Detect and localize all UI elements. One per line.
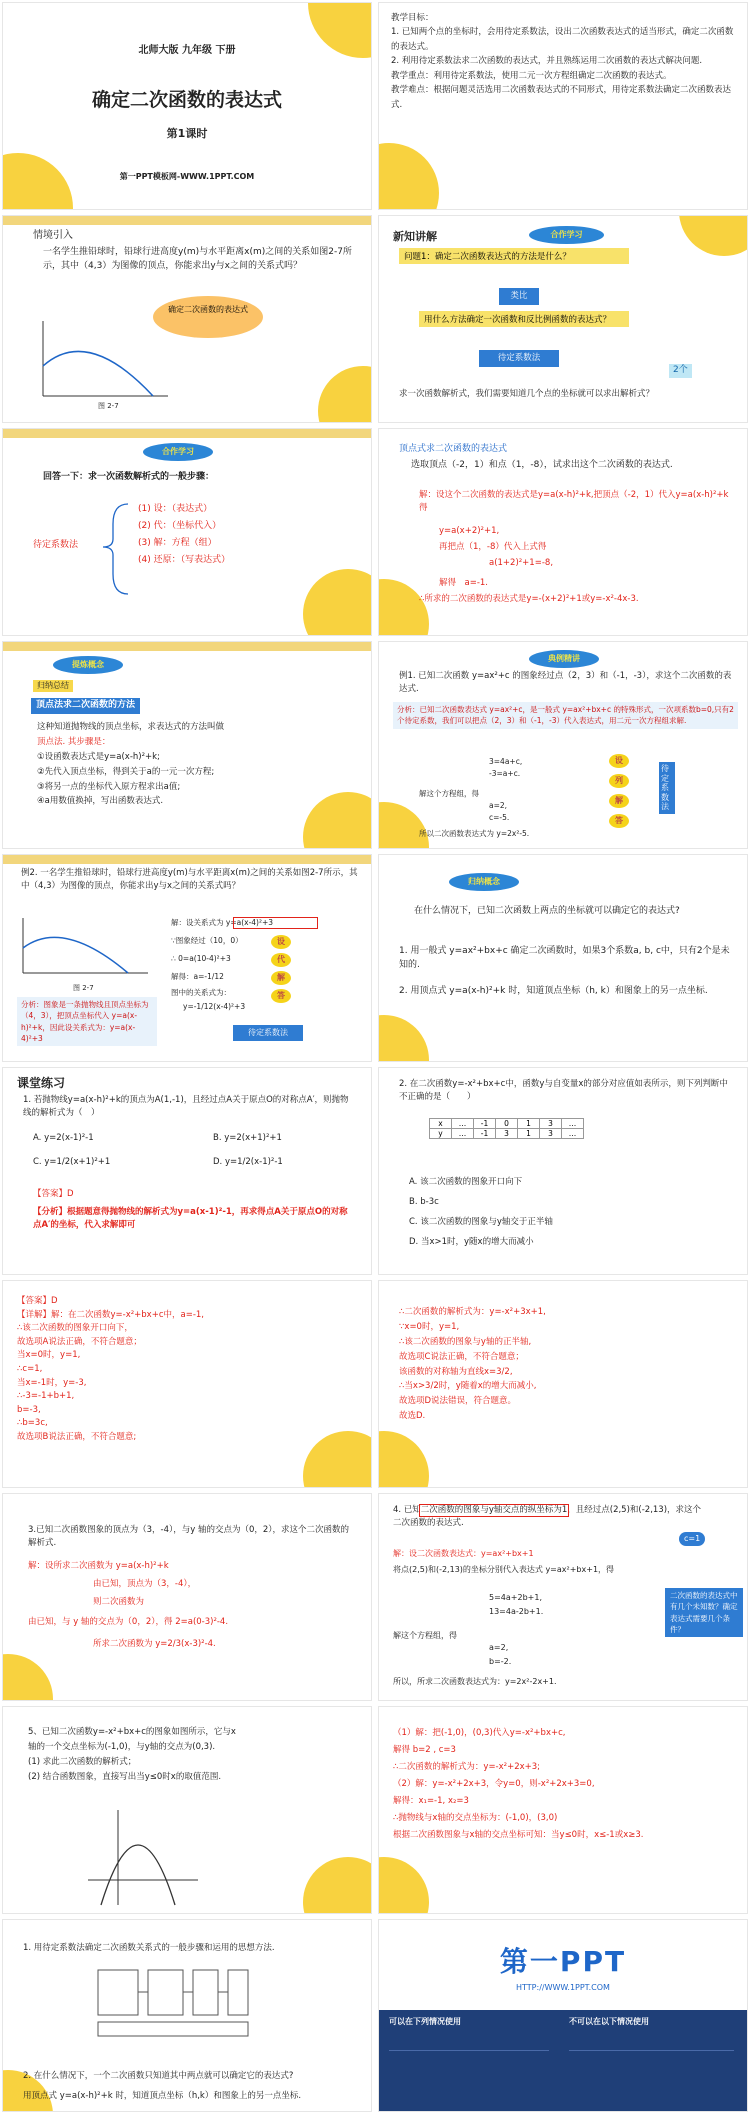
vertex-line: a(1+2)²+1=-8,	[489, 558, 554, 568]
highlight-box	[419, 1504, 569, 1517]
result-line: 所以二次函数表达式为 y=2x²-5.	[419, 829, 530, 838]
step-badge: 解	[609, 794, 629, 808]
slide-steps	[2, 428, 372, 636]
table-cell: 3	[496, 1129, 518, 1139]
option-c: C. 该二次函数的图象与y轴交于正半轴	[409, 1217, 553, 1227]
concept-question: 在什么情况下，已知二次函数上两点的坐标就可以确定它的表达式?	[414, 906, 680, 916]
slide-top-stripe	[3, 429, 371, 438]
answer-line: 当x=0时，y=1,	[17, 1350, 81, 1361]
analysis-note: 【分析】根据题意得抛物线的解析式为y=a(x-1)²-1，再求得点A关于原点O的对称点A′的坐标，代入求解即可	[33, 1207, 348, 1231]
step-badge: 列	[609, 774, 629, 788]
pill-label: 提炼概念	[53, 656, 123, 674]
example-text: 例1. 已知二次函数 y=ax²+c 的图象经过点（2，3）和（-1，-3），求这个二次函数的表达式.	[399, 671, 732, 695]
equation: 3=4a+c,	[489, 757, 523, 766]
solution-line: 解：设二次函数表达式：y=ax²+bx+1	[393, 1549, 534, 1558]
answer-line: ∴抛物线与x轴的交点坐标为：(-1,0)，(3,0)	[393, 1813, 558, 1823]
slide-practice2	[378, 1067, 748, 1275]
question-line: (2) 结合函数图象，直接写出当y≤0时x的取值范围.	[28, 1771, 222, 1782]
answer-line: （2）解：y=-x²+2x+3，令y=0，则-x²+2x+3=0,	[393, 1779, 595, 1789]
review-answer: 用顶点式 y=a(x-h)²+k 时，知道顶点坐标（h,k）和图象上的另一点坐标.	[23, 2091, 302, 2101]
answer-line: ∴当x>3/2时，y随着x的增大而减小,	[399, 1381, 537, 1392]
goals-text	[391, 11, 739, 112]
summary-lines	[37, 720, 351, 809]
answer-line: 【答案】D	[17, 1296, 58, 1306]
pill-label: 合作学习	[143, 443, 213, 461]
summary-line: 顶点法. 其步骤是：	[37, 736, 111, 747]
answer-line: 【详解】解：在二次函数y=-x²+bx+c中，a=-1,	[17, 1309, 205, 1320]
analysis-box: 分析：已知二次函数表达式 y=ax²+c，是一般式 y=ax²+bx+c 的特殊形式，一次项系数b=0,只有2个待定系数，我们可以把点（2，3）和（-1，-3）代入表达式，用二元一次方程组求解.	[393, 702, 738, 729]
method-label: 待定系数法	[33, 540, 79, 550]
vertex-line: 选取顶点（-2，1）和点（1，-8），试求出这个二次函数的表达式.	[411, 460, 673, 470]
slide-concept	[378, 854, 748, 1062]
answer-line: 故选项B说法正确，不符合题意;	[17, 1431, 137, 1442]
step-badge: 答	[609, 814, 629, 828]
summary-line: ①设函数表达式是y=a(x-h)²+k;	[37, 751, 160, 762]
option-b: B. b-3c	[409, 1197, 439, 1207]
site-label: 第一PPT模板网-WWW.1PPT.COM	[119, 172, 255, 181]
table-cell: 1	[518, 1129, 540, 1139]
highlight-box	[233, 917, 318, 929]
slide-top-stripe	[3, 216, 371, 225]
table-row	[430, 1119, 584, 1129]
links-list-right	[569, 2050, 734, 2105]
goals-line: 教学难点：根据问题灵活选用二次函数表达式的不同形式，用待定系数法确定二次函数表达式.	[391, 85, 732, 110]
step-badge: 答	[271, 989, 291, 1003]
answer-lines	[17, 1295, 351, 1445]
pill-label: 合作学习	[529, 226, 604, 244]
note-box: 二次函数的表达式中有几个未知数？确定表达式需要几个条件？	[665, 1588, 743, 1637]
option-c: C. y=1/2(x+1)²+1	[33, 1157, 111, 1167]
parabola-figure	[13, 913, 153, 983]
equation: 13=4a-2b+1.	[489, 1607, 544, 1616]
solution-line: 由已知，与 y 轴的交点为（0，2），得 2=a(0-3)²-4.	[28, 1617, 229, 1627]
intro-heading: 情境引入	[33, 230, 73, 241]
answer-line: ∴该二次函数的图象开口向下，	[17, 1323, 133, 1334]
summary-line: ③将另一点的坐标代入原方程求出a值;	[37, 781, 181, 792]
answer-line: ∴二次函数的解析式为：y=-x²+2x+3;	[393, 1762, 541, 1772]
review-question: 2. 在什么情况下，一个二次函数只知道其中两点就可以确定它的表达式?	[23, 2071, 294, 2081]
goals-line: 2. 利用待定系数法求二次函数的表达式，并且熟练运用二次函数的表达式解决问题.	[391, 56, 703, 67]
vertex-line: 解：设这个二次函数的表达式是y=a(x-h)²+k,把顶点（-2，1）代入y=a(x-h)²+k得	[419, 490, 729, 514]
c-badge: c=1	[679, 1532, 705, 1546]
question-line: (1) 求此二次函数的解析式；	[28, 1756, 137, 1767]
section-heading: 课堂练习	[17, 1076, 66, 1090]
table-cell: …	[452, 1129, 474, 1139]
option-d: D. y=1/2(x-1)²-1	[213, 1157, 283, 1167]
brand-url[interactable]: HTTP://WWW.1PPT.COM	[516, 1983, 610, 1992]
result: c=-5.	[489, 813, 510, 822]
table-cell: 1	[518, 1119, 540, 1129]
answer-label: 【答案】D	[33, 1189, 74, 1199]
flow-diagram	[93, 1962, 253, 2040]
result: a=2,	[489, 1643, 509, 1652]
links-list-left	[389, 2050, 549, 2105]
slide-review	[2, 1919, 372, 2112]
count-badge: 2个	[669, 364, 692, 378]
brand-logo: 第一PPT	[499, 1945, 627, 1978]
can-use-label: 可以在下列情况使用	[389, 2017, 461, 2026]
figure-caption: 图 2-7	[73, 984, 94, 992]
solution-line: 则二次函数为	[93, 1597, 145, 1607]
vertex-title: 顶点式求二次函数的表达式	[399, 444, 508, 454]
slide-top-stripe	[3, 642, 371, 651]
method-box: 待定系数法	[233, 1025, 303, 1041]
info-panel	[379, 2010, 747, 2111]
question-line: 轴的一个交点坐标为(-1,0)，与y轴的交点为(0,3).	[28, 1741, 216, 1752]
summary-line: 这种知道抛物线的顶点坐标，求表达式的方法叫做	[37, 722, 225, 732]
goals-line: 教学重点：利用待定系数法，使用二元一次方程组确定二次函数的表达式。	[391, 70, 672, 81]
solution-step: 图中的关系式为：	[171, 988, 231, 997]
table-row	[430, 1129, 584, 1139]
slide-new-knowledge	[378, 215, 748, 423]
vertex-line: ∴所求的二次函数的表达式是y=-(x+2)²+1或y=-x²-4x-3.	[419, 594, 639, 604]
answer-line: ∴该二次函数的图象与y轴的正半轴,	[399, 1336, 532, 1347]
option-a: A. 该二次函数的图象开口向下	[409, 1177, 523, 1187]
question-box: 问题1：确定二次函数表达式的方法是什么？	[399, 248, 629, 264]
steps-list	[138, 501, 230, 569]
answer-line: ∴二次函数的解析式为：y=-x²+3x+1,	[399, 1307, 546, 1317]
table-cell: -1	[474, 1119, 496, 1129]
solution-line: 由已知，顶点为（3，-4），	[93, 1579, 197, 1589]
step-badge: 设	[271, 935, 291, 949]
brace-shape	[83, 499, 133, 599]
summary-tag: 归纳总结	[33, 680, 73, 692]
value-table	[429, 1118, 584, 1139]
slide-practice5	[2, 1706, 372, 1914]
cannot-use-label: 不可以在以下情况使用	[569, 2017, 649, 2026]
question-text: 1. 若抛物线y=a(x-h)²+k的顶点为A(1,-1)，且经过点A关于原点O的对称点A′，则抛物线的解析式为（ ）	[23, 1095, 349, 1119]
slide-intro	[2, 215, 372, 423]
answer-line: ∵x=0时，y=1,	[399, 1321, 460, 1332]
summary-line: ④a用数值换掉，写出函数表达式.	[37, 796, 164, 807]
step-badge: 设	[609, 754, 629, 768]
analogy-box: 类比	[499, 288, 539, 305]
slide-example1	[378, 641, 748, 849]
table-cell: …	[452, 1119, 474, 1129]
answer-line: 该函数的对称轴为直线x=3/2,	[399, 1366, 513, 1377]
answer-lines	[399, 1305, 732, 1424]
summary-head: 顶点法求二次函数的方法	[31, 698, 140, 714]
answer-line: 故选项D说法错误，符合题意。	[399, 1396, 517, 1407]
table-cell: …	[562, 1129, 584, 1139]
section-heading: 新知讲解	[393, 230, 437, 243]
question-text: 2. 在二次函数y=-x²+bx+c中，函数y与自变量x的部分对应值如表所示，则下列判断中不正确的是（ ）	[399, 1079, 728, 1103]
slide-title-text: 确定二次函数的表达式	[91, 89, 282, 111]
answer-line: ∴-3=-1+b+1,	[17, 1391, 75, 1402]
method-box: 待定系数法	[479, 350, 559, 367]
solution-step: 解得：a=-1/12	[171, 972, 224, 981]
solution-step: 解：设关系式为 y=a(x-4)²+3	[171, 918, 274, 927]
slide-answer1	[2, 1280, 372, 1488]
answer-line: 根据二次函数图象与x轴的交点坐标可知：当y≤0时，x≤-1或x≥3.	[393, 1830, 644, 1840]
example-text: 例2. 一名学生推铅球时，铅球行进高度y(m)与水平距离x(m)之间的关系如图2-7所示，其中（4,3）为图像的顶点，你能求出y与x之间的关系式吗？	[21, 868, 358, 892]
result: a=2,	[489, 801, 508, 810]
answer-line: b=-3,	[17, 1404, 41, 1415]
intro-body: 一名学生推铅球时，铅球行进高度y(m)与水平距离x(m)之间的关系如图2-7所示，其中（4,3）为图像的顶点，你能求出y与x之间的关系式吗？	[43, 247, 352, 271]
answer-line: 解得：x₁=-1, x₂=3	[393, 1796, 469, 1806]
figure-caption: 图 2-7	[98, 402, 119, 410]
answer-line: （1）解：把(-1,0)，(0,3)代入y=-x²+bx+c,	[393, 1728, 566, 1738]
answer-line: 故选项C说法正确，不符合题意；	[399, 1351, 524, 1362]
solution-step: ∵图象经过（10，0）	[171, 936, 243, 945]
slide-practice1	[2, 1067, 372, 1275]
goals-line: 1. 已知两个点的坐标时，会用待定系数法，设出二次函数表达式的适当形式，确定二次函数的表达式。	[391, 27, 734, 52]
solution-line: 所求二次函数为 y=2/3(x-3)²-4.	[93, 1639, 216, 1649]
slide-title	[2, 2, 372, 210]
option-a: A. y=2(x-1)²-1	[33, 1133, 94, 1143]
solution-line: 解：设所求二次函数为 y=a(x-h)²+k	[28, 1561, 169, 1571]
table-cell: -1	[474, 1129, 496, 1139]
slide-top-stripe	[3, 855, 371, 864]
slide-goals	[378, 2, 748, 210]
solution-step: y=-1/12(x-4)²+3	[183, 1002, 246, 1011]
question-box: 用什么方法确定一次函数和反比例函数的表达式？	[419, 311, 629, 327]
question-lines	[28, 1725, 351, 1785]
steps-heading: 回答一下：求一次函数解析式的一般步骤：	[43, 472, 215, 482]
solution-step: ∴ 0=a(10-4)²+3	[171, 954, 231, 963]
step-item: (4) 还原：（写表达式）	[138, 555, 231, 566]
answer-line: 故选D.	[399, 1411, 426, 1422]
question-text: 3.已知二次函数图象的顶点为（3，-4），与y 轴的交点为（0，2），求这个二次函数的解析式.	[28, 1525, 350, 1549]
summary-line: ②先代入顶点坐标，得到关于a的一元一次方程;	[37, 766, 215, 777]
solution-line: 解这个方程组，得	[393, 1631, 457, 1640]
equation: -3=a+c.	[489, 769, 521, 778]
step-item: (1) 设：（表达式）	[138, 504, 213, 514]
equation: 5=4a+2b+1,	[489, 1593, 542, 1602]
solution-line: 将点(2,5)和(-2,13)的坐标分别代入表达式 y=ax²+bx+1，得	[393, 1565, 615, 1574]
option-d: D. 当x>1时，y随x的增大而减小	[409, 1237, 534, 1247]
publisher-label: 北师大版 九年级 下册	[138, 45, 236, 56]
table-cell: x	[430, 1119, 452, 1129]
goals-line: 教学目标：	[391, 13, 434, 23]
answer-line: 解得 b=2 , c=3	[393, 1745, 456, 1755]
question-text: 求一次函数解析式，我们需要知道几个点的坐标就可以求出解析式？	[399, 389, 655, 399]
slide-practice4	[378, 1493, 748, 1701]
table-cell: …	[562, 1119, 584, 1129]
slide-answer2	[378, 1280, 748, 1488]
pill-label: 归纳概念	[449, 873, 519, 891]
slide-example2	[2, 854, 372, 1062]
slide-answer5	[378, 1706, 748, 1914]
slide-vertex-example	[378, 428, 748, 636]
table-cell: 3	[540, 1129, 562, 1139]
answer-line: ∴c=1,	[17, 1363, 43, 1374]
step-item: (3) 解：方程（组）	[138, 538, 217, 549]
concept-answer: 1. 用一般式 y=ax²+bx+c 确定二次函数时，如果3个系数a, b, c中，只有2个是未知的.	[399, 946, 730, 970]
answer-line: 故选项A说法正确，不符合题意；	[17, 1336, 142, 1347]
slide-summary	[2, 641, 372, 849]
option-b: B. y=2(x+1)²+1	[213, 1133, 282, 1143]
slide-branding	[378, 1919, 748, 2112]
table-cell: 0	[496, 1119, 518, 1129]
question-text: 4. 已知二次函数的图象与y轴交点的纵坐标为1，且经过点(2,5)和(-2,13)，求这个二次函数的表达式.	[393, 1505, 702, 1529]
method-vertical: 待定系数法	[659, 762, 675, 814]
question-line: 5、已知二次函数y=-x²+bx+c的图象如图所示，它与x	[28, 1727, 236, 1737]
analysis-box: 分析：图象是一条抛物线且顶点坐标为（4，3），把顶点坐标代入 y=a(x-h)²+k，因此设关系式为：y=a(x-4)²+3	[17, 997, 157, 1046]
parabola-figure	[83, 1805, 203, 1910]
vertex-line: 再把点（1，-8）代入上式得	[439, 542, 547, 552]
vertex-line: 解得 a=-1.	[439, 578, 489, 588]
vertex-line: y=a(x+2)²+1,	[439, 526, 500, 536]
step-badge: 解	[271, 971, 291, 985]
solve-label: 解这个方程组，得	[419, 789, 479, 798]
answer-line: 当x=-1时，y=-3,	[17, 1377, 87, 1388]
bubble-callout: 确定二次函数的表达式	[153, 296, 263, 338]
pill-label: 典例精讲	[529, 650, 599, 668]
solution-line: 所以，所求二次函数表达式为：y=2x²-2x+1.	[393, 1677, 557, 1686]
slide-practice3	[2, 1493, 372, 1701]
lesson-label: 第1课时	[166, 127, 208, 140]
step-badge: 代	[271, 953, 291, 967]
result: b=-2.	[489, 1657, 512, 1666]
step-item: (2) 代：（坐标代入）	[138, 521, 222, 532]
answer-line: ∴b=3c,	[17, 1418, 48, 1429]
table-cell: y	[430, 1129, 452, 1139]
answer-lines	[393, 1725, 737, 1844]
concept-answer: 2. 用顶点式 y=a(x-h)²+k 时，知道顶点坐标（h, k）和图象上的另一点坐标.	[399, 986, 708, 996]
table-cell: 3	[540, 1119, 562, 1129]
review-question: 1. 用待定系数法确定二次函数关系式的一般步骤和运用的思想方法.	[23, 1943, 275, 1953]
